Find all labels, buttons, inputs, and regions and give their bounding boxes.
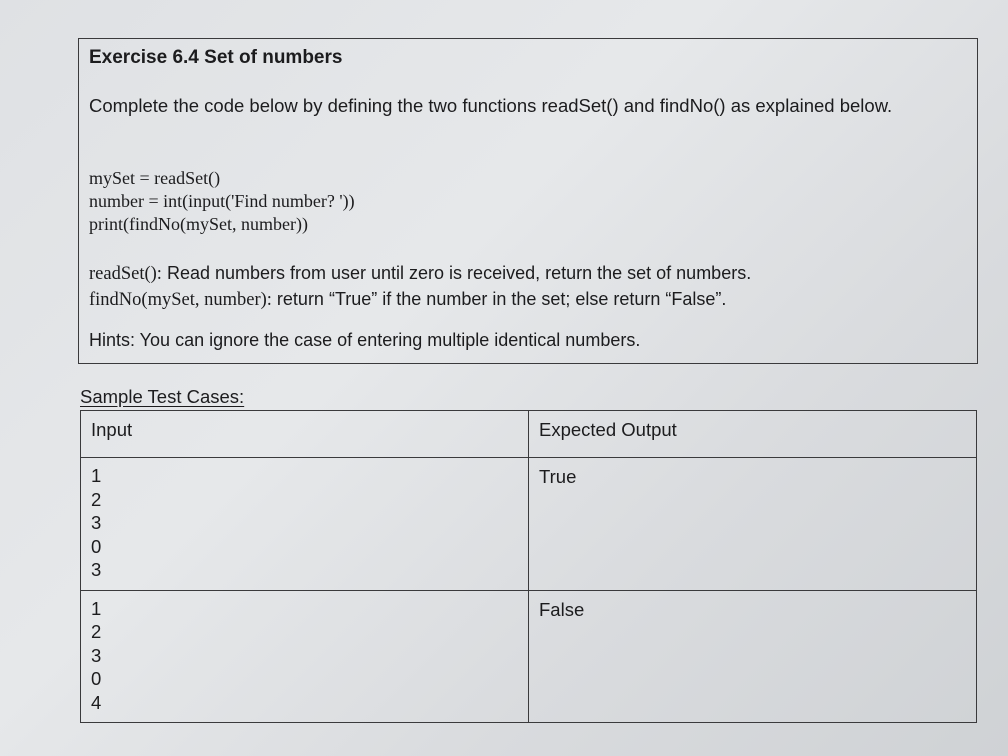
code-block bbox=[89, 167, 355, 236]
test-cases-table bbox=[80, 410, 977, 723]
function-name: readSet(): bbox=[89, 264, 162, 284]
input-value: 1 bbox=[91, 597, 102, 619]
input-value: 1 bbox=[91, 465, 102, 486]
input-value: 3 bbox=[91, 644, 102, 666]
output-cell: True bbox=[529, 458, 977, 591]
header-expected-output: Expected Output bbox=[529, 411, 977, 458]
output-cell: False bbox=[529, 590, 977, 723]
function-description-findno bbox=[89, 287, 751, 313]
function-text: Read numbers from user until zero is received, return the set of numbers. bbox=[161, 263, 752, 283]
function-name: findNo(mySet, number): bbox=[89, 290, 272, 310]
input-value: 4 bbox=[91, 691, 102, 713]
exercise-box bbox=[78, 38, 978, 364]
table-row bbox=[81, 458, 977, 591]
input-value: 3 bbox=[91, 559, 102, 580]
function-descriptions bbox=[89, 261, 751, 313]
input-value: 2 bbox=[91, 488, 102, 510]
header-input: Input bbox=[81, 411, 529, 458]
exercise-description: Complete the code below by defining the two functions readSet() and findNo() as explained below. bbox=[89, 95, 893, 116]
input-value: 2 bbox=[91, 621, 102, 642]
function-description-readset bbox=[89, 261, 751, 287]
input-cell bbox=[81, 458, 529, 591]
hints-text: Hints: You can ignore the case of entering multiple identical numbers. bbox=[89, 330, 641, 350]
input-value: 0 bbox=[91, 668, 102, 689]
code-line: number = int(input('Find number? ')) bbox=[89, 191, 355, 211]
input-value: 3 bbox=[91, 512, 102, 533]
input-value: 0 bbox=[91, 535, 102, 557]
exercise-title: Exercise 6.4 Set of numbers bbox=[89, 47, 343, 68]
code-line: mySet = readSet() bbox=[89, 168, 221, 188]
table-row bbox=[81, 590, 977, 723]
input-cell bbox=[81, 590, 529, 723]
sample-test-cases-label: Sample Test Cases: bbox=[80, 386, 245, 407]
function-text: return “True” if the number in the set; else return “False”. bbox=[271, 289, 727, 309]
code-line: print(findNo(mySet, number)) bbox=[89, 214, 308, 234]
table-header-row bbox=[81, 411, 977, 458]
